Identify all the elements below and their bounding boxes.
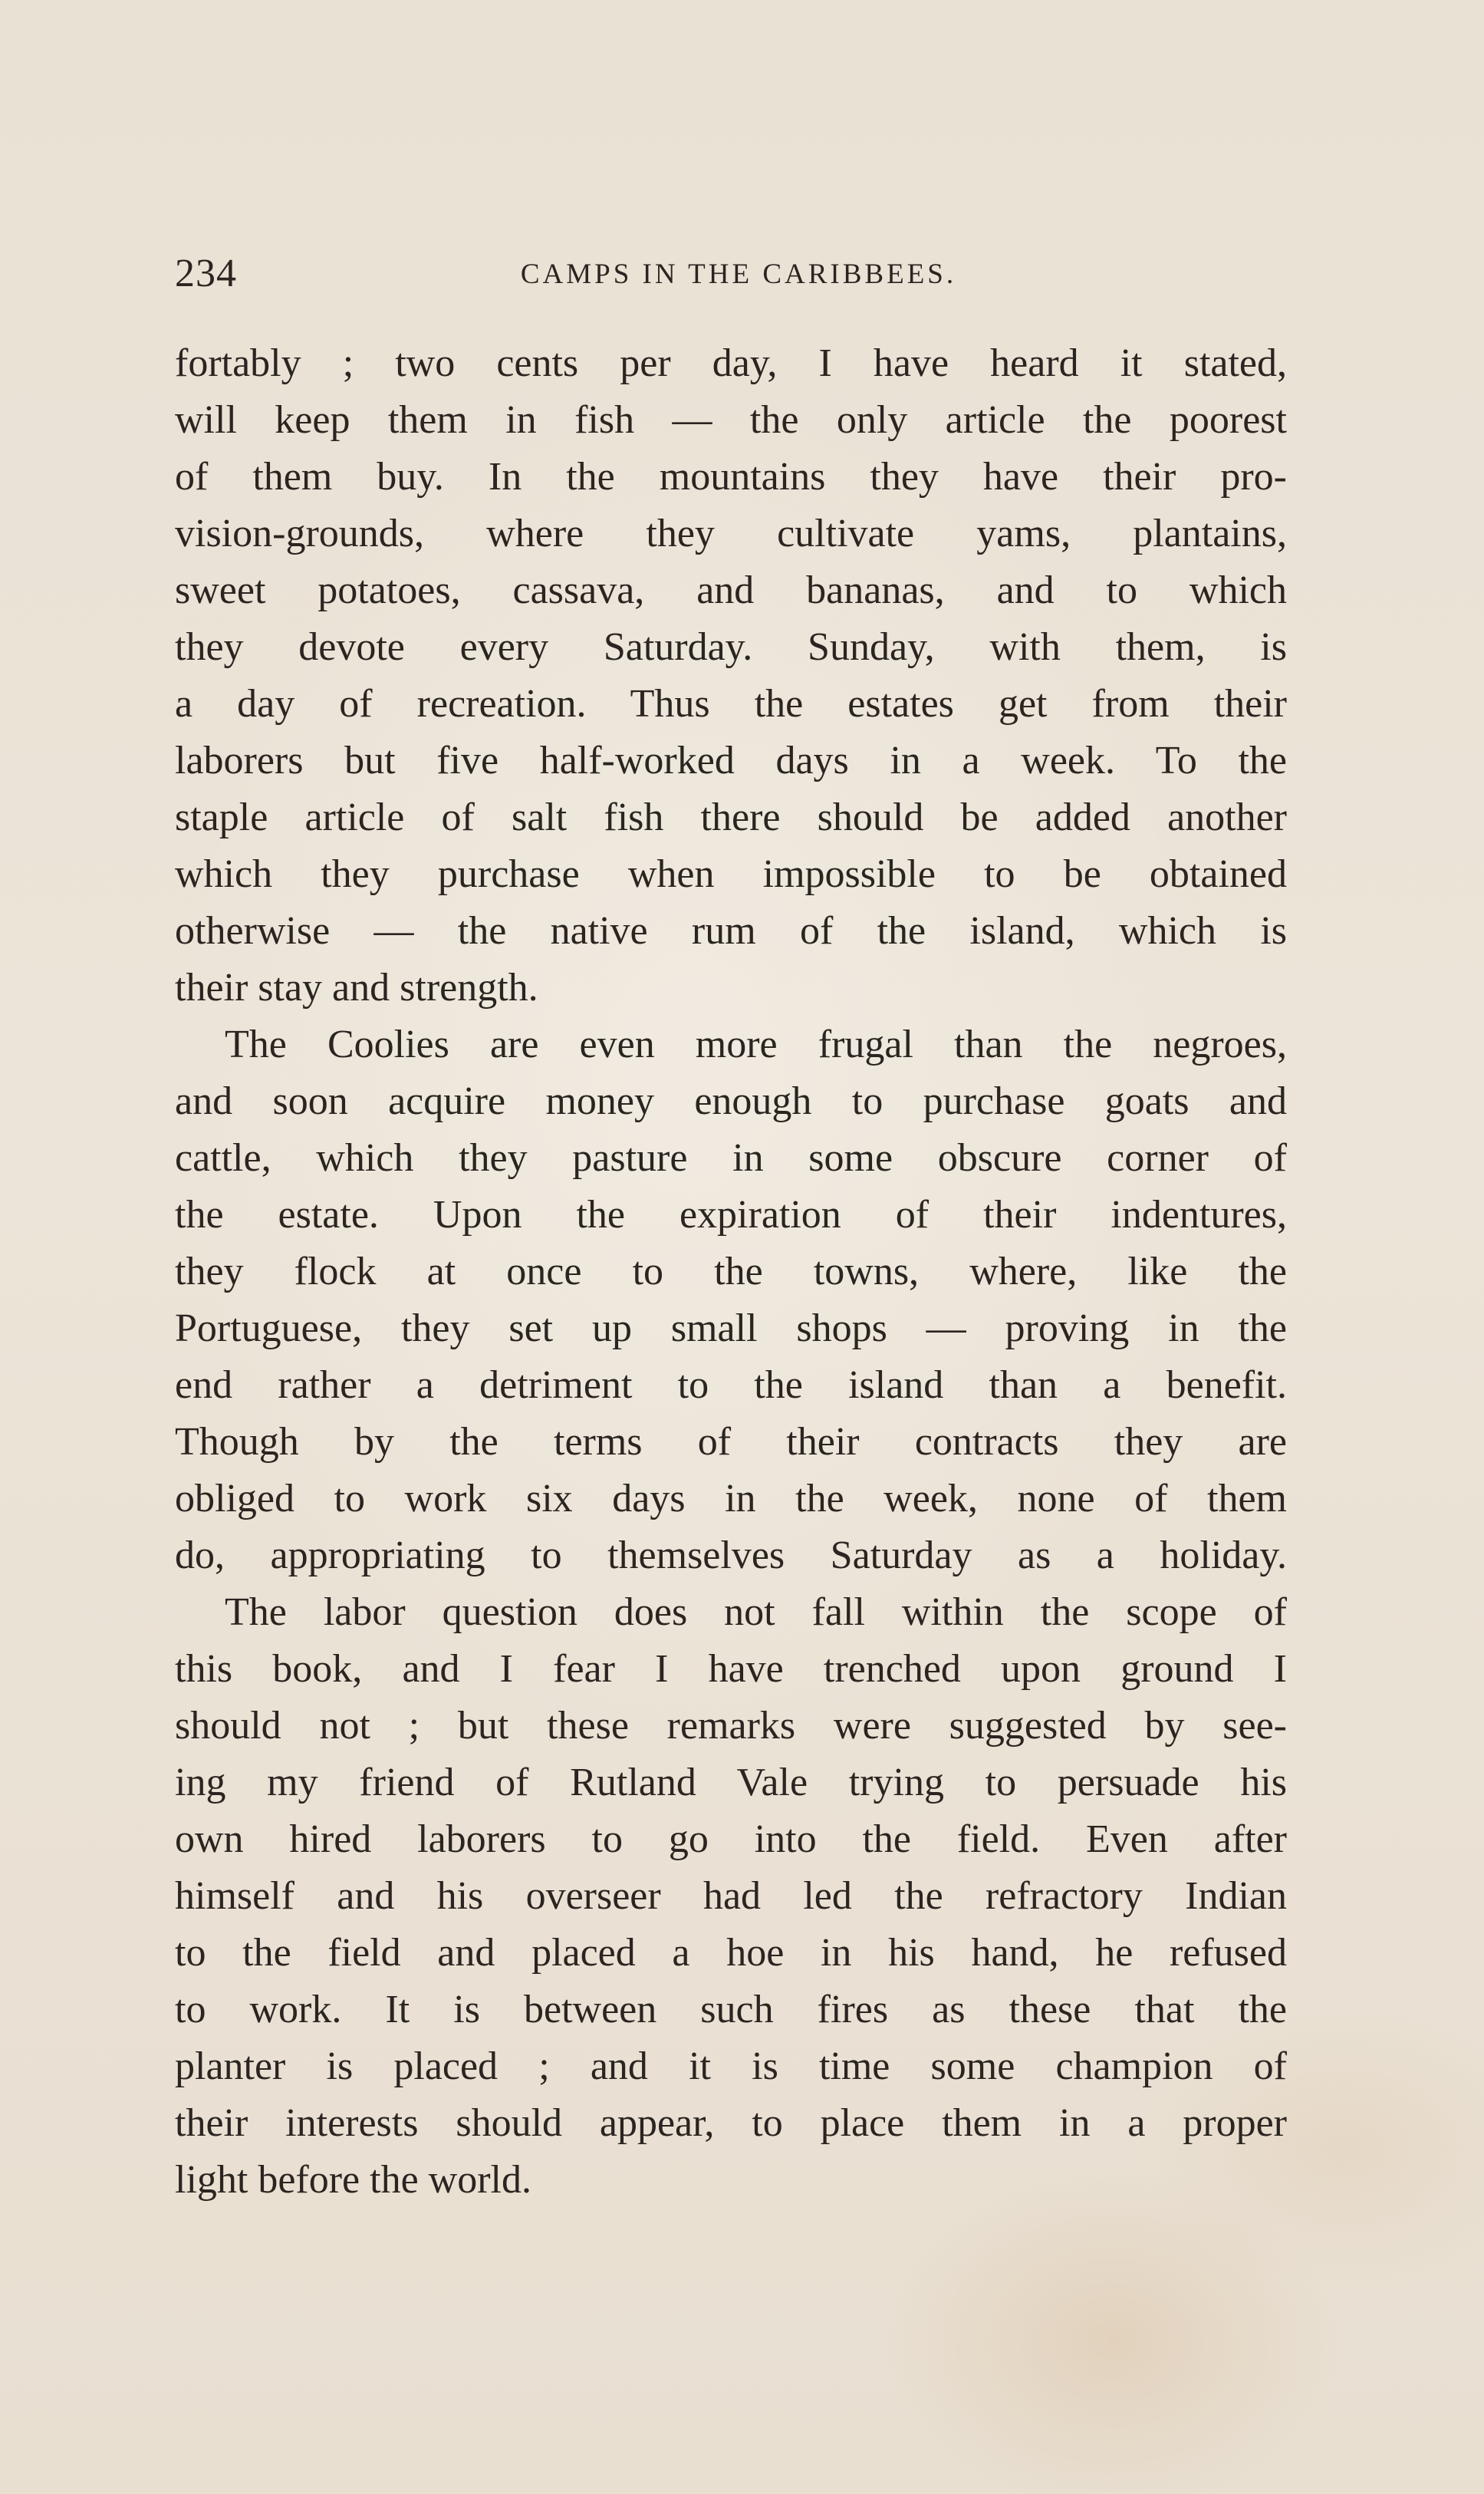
text-line: should not ; but these remarks were suggested by see- bbox=[175, 1704, 1287, 1748]
text-line: they devote every Saturday. Sunday, with them, is bbox=[175, 625, 1287, 669]
text-line: a day of recreation. Thus the estates get from their bbox=[175, 682, 1287, 726]
text-line: of them buy. In the mountains they have their pro- bbox=[175, 455, 1287, 499]
text-line: to work. It is between such fires as these that the bbox=[175, 1988, 1287, 2031]
text-line: obliged to work six days in the week, none of them bbox=[175, 1477, 1287, 1520]
text-line: vision-grounds, where they cultivate yams, plantains, bbox=[175, 512, 1287, 555]
text-line: The Coolies are even more frugal than the negroes, bbox=[225, 1023, 1287, 1066]
text-line: fortably ; two cents per day, I have heard it stated, bbox=[175, 341, 1287, 385]
text-line: and soon acquire money enough to purchase goats and bbox=[175, 1079, 1287, 1123]
text-line: own hired laborers to go into the field. Even after bbox=[175, 1817, 1287, 1861]
text-line: to the field and placed a hoe in his hand, he refused bbox=[175, 1931, 1287, 1975]
body-text bbox=[175, 335, 1287, 2209]
text-line: will keep them in fish — the only article the poorest bbox=[175, 398, 1287, 442]
text-line: which they purchase when impossible to be obtained bbox=[175, 852, 1287, 896]
text-line: their stay and strength. bbox=[175, 966, 538, 1010]
text-line: staple article of salt fish there should be added another bbox=[175, 796, 1287, 839]
text-line: they flock at once to the towns, where, like the bbox=[175, 1250, 1287, 1293]
text-line: do, appropriating to themselves Saturday as a holiday. bbox=[175, 1534, 1287, 1577]
text-line: himself and his overseer had led the refractory Indian bbox=[175, 1874, 1287, 1918]
text-line: this book, and I fear I have trenched upon ground I bbox=[175, 1647, 1287, 1691]
text-line: ing my friend of Rutland Vale trying to persuade his bbox=[175, 1761, 1287, 1804]
text-line: their interests should appear, to place them in a proper bbox=[175, 2101, 1287, 2145]
text-line: the estate. Upon the expiration of their indentures, bbox=[175, 1193, 1287, 1237]
text-line: cattle, which they pasture in some obscure corner of bbox=[175, 1136, 1287, 1180]
page-number: 234 bbox=[175, 252, 237, 295]
running-title: CAMPS IN THE CARIBBEES. bbox=[520, 259, 957, 290]
text-line: Though by the terms of their contracts they are bbox=[175, 1420, 1287, 1464]
running-head bbox=[175, 247, 1287, 301]
text-line: laborers but five half-worked days in a week. To the bbox=[175, 739, 1287, 782]
text-line: Portuguese, they set up small shops — proving in the bbox=[175, 1306, 1287, 1350]
text-line: otherwise — the native rum of the island, which is bbox=[175, 909, 1287, 953]
text-line: planter is placed ; and it is time some champion of bbox=[175, 2044, 1287, 2088]
text-line: end rather a detriment to the island than a benefit. bbox=[175, 1363, 1287, 1407]
text-line: The labor question does not fall within the scope of bbox=[225, 1590, 1287, 1634]
text-line: light before the world. bbox=[175, 2158, 531, 2202]
text-line: sweet potatoes, cassava, and bananas, and to which bbox=[175, 568, 1287, 612]
